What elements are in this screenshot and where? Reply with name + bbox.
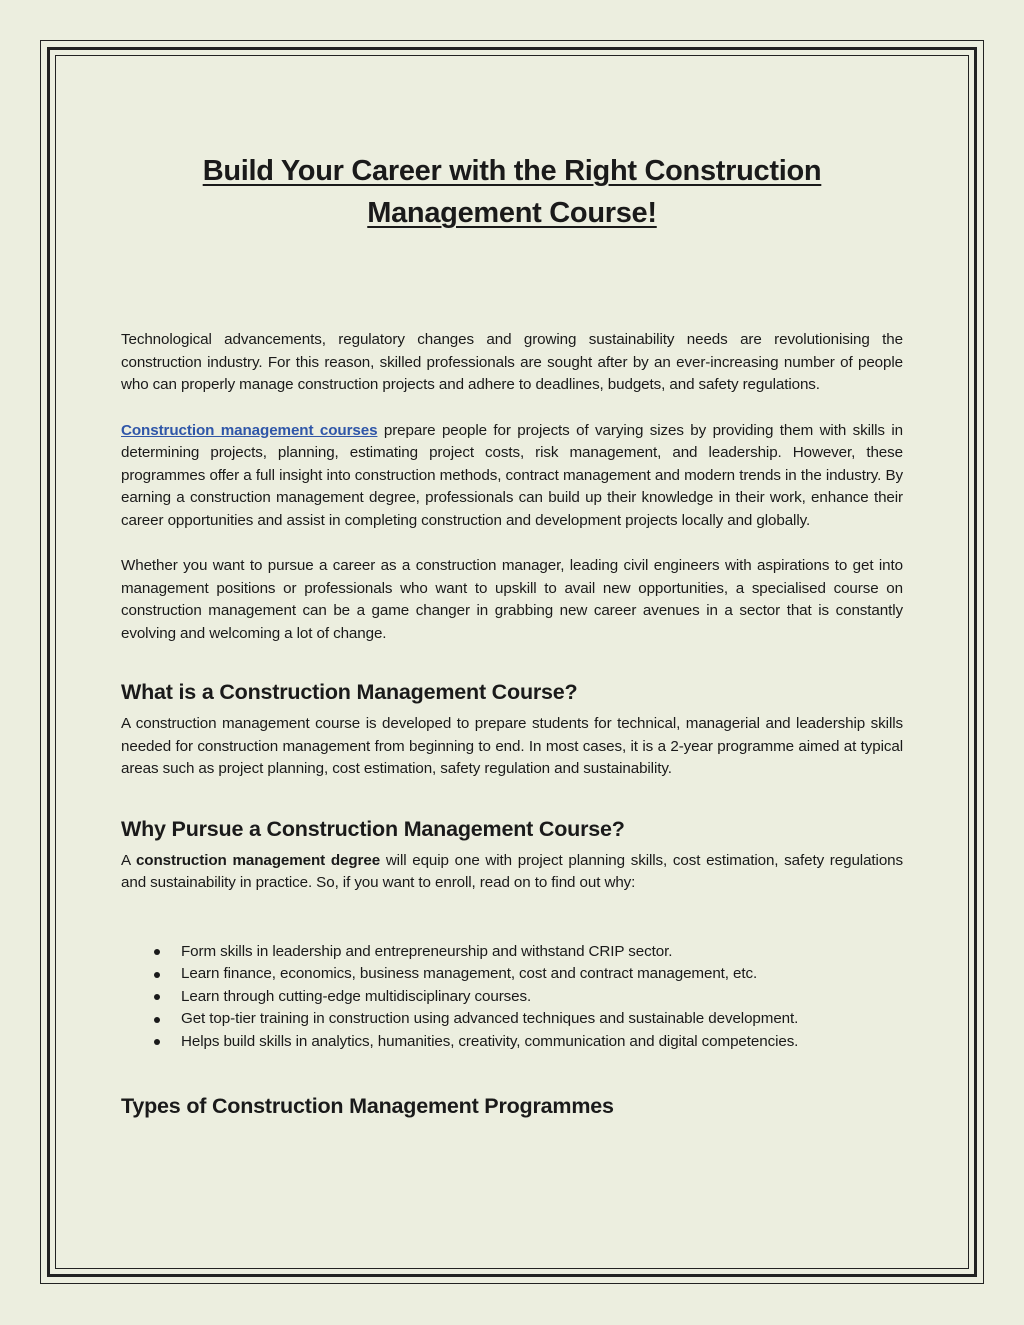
list-item-text: Form skills in leadership and entrepreneurship and withstand CRIP sector. bbox=[181, 942, 673, 960]
page-title bbox=[172, 150, 852, 234]
why-text-prefix: A bbox=[121, 851, 136, 869]
why-pursue-paragraph bbox=[121, 850, 903, 895]
whether-paragraph: Whether you want to pursue a career as a construction manager, leading civil engineers with aspirations to get into management positions or professionals who want to upskill to avail new opportunities, a specialised course on construction management can be a game changer in grabbing new career avenues in a sector that is constantly evolving and welcoming a lot of change. bbox=[121, 557, 903, 642]
intro-paragraph: Technological advancements, regulatory changes and growing sustainability needs are revolutionising the construction industry. For this reason, skilled professionals are sought after by an ever-increasing number of people who can properly manage construction projects and adhere to deadlines, budgets, and safety regulations. bbox=[121, 331, 903, 393]
bullet-icon bbox=[154, 1017, 160, 1023]
heading-why-pursue: Why Pursue a Construction Management Course? bbox=[121, 816, 625, 841]
courses-paragraph-text: prepare people for projects of varying sizes by providing them with skills in determining projects, planning, estimating project costs, risk management, and leadership. However, these programmes offer a full insight into construction methods, contract management and modern trends in the industry. By earning a construction management degree, professionals can build up their knowledge in their work, enhance their career opportunities and assist in completing construction and development projects locally and globally. bbox=[121, 421, 903, 529]
construction-management-courses-link[interactable]: Construction management courses bbox=[121, 421, 378, 439]
title-line-2: Management Course! bbox=[367, 197, 657, 229]
document-content bbox=[121, 150, 903, 1121]
bullet-icon bbox=[154, 949, 160, 955]
bullet-icon bbox=[154, 994, 160, 1000]
list-item-text: Learn finance, economics, business management, cost and contract management, etc. bbox=[181, 965, 758, 982]
bullet-icon bbox=[154, 1039, 160, 1045]
list-item-text: Learn through cutting-edge multidisciplinary courses. bbox=[181, 987, 532, 1005]
bullet-icon bbox=[154, 972, 160, 978]
list-item bbox=[121, 1008, 903, 1031]
list-item bbox=[121, 963, 903, 986]
title-line-1: Build Your Career with the Right Construction bbox=[202, 155, 822, 187]
list-item-text: Get top-tier training in construction using advanced techniques and sustainable development. bbox=[181, 1010, 799, 1027]
list-item bbox=[121, 986, 903, 1009]
benefits-list bbox=[121, 941, 903, 1054]
list-item bbox=[121, 941, 903, 964]
heading-what-is: What is a Construction Management Course? bbox=[121, 680, 578, 704]
construction-management-degree-bold: construction management degree bbox=[135, 851, 381, 869]
courses-paragraph bbox=[121, 420, 903, 533]
list-item-text: Helps build skills in analytics, humanities, creativity, communication and digital competencies. bbox=[181, 1032, 799, 1050]
what-is-paragraph: A construction management course is developed to prepare students for technical, managerial and leadership skills needed for construction management from beginning to end. In most cases, it is a 2-year programme aimed at typical areas such as project planning, cost estimation, safety regulation and sustainability. bbox=[121, 715, 903, 777]
heading-types: Types of Construction Management Programmes bbox=[121, 1094, 614, 1118]
why-text-rest: will equip one with project planning skills, cost estimation, safety regulations and sustainability in practice. So, if you want to enroll, read on to find out why: bbox=[121, 851, 904, 891]
list-item bbox=[121, 1031, 903, 1054]
